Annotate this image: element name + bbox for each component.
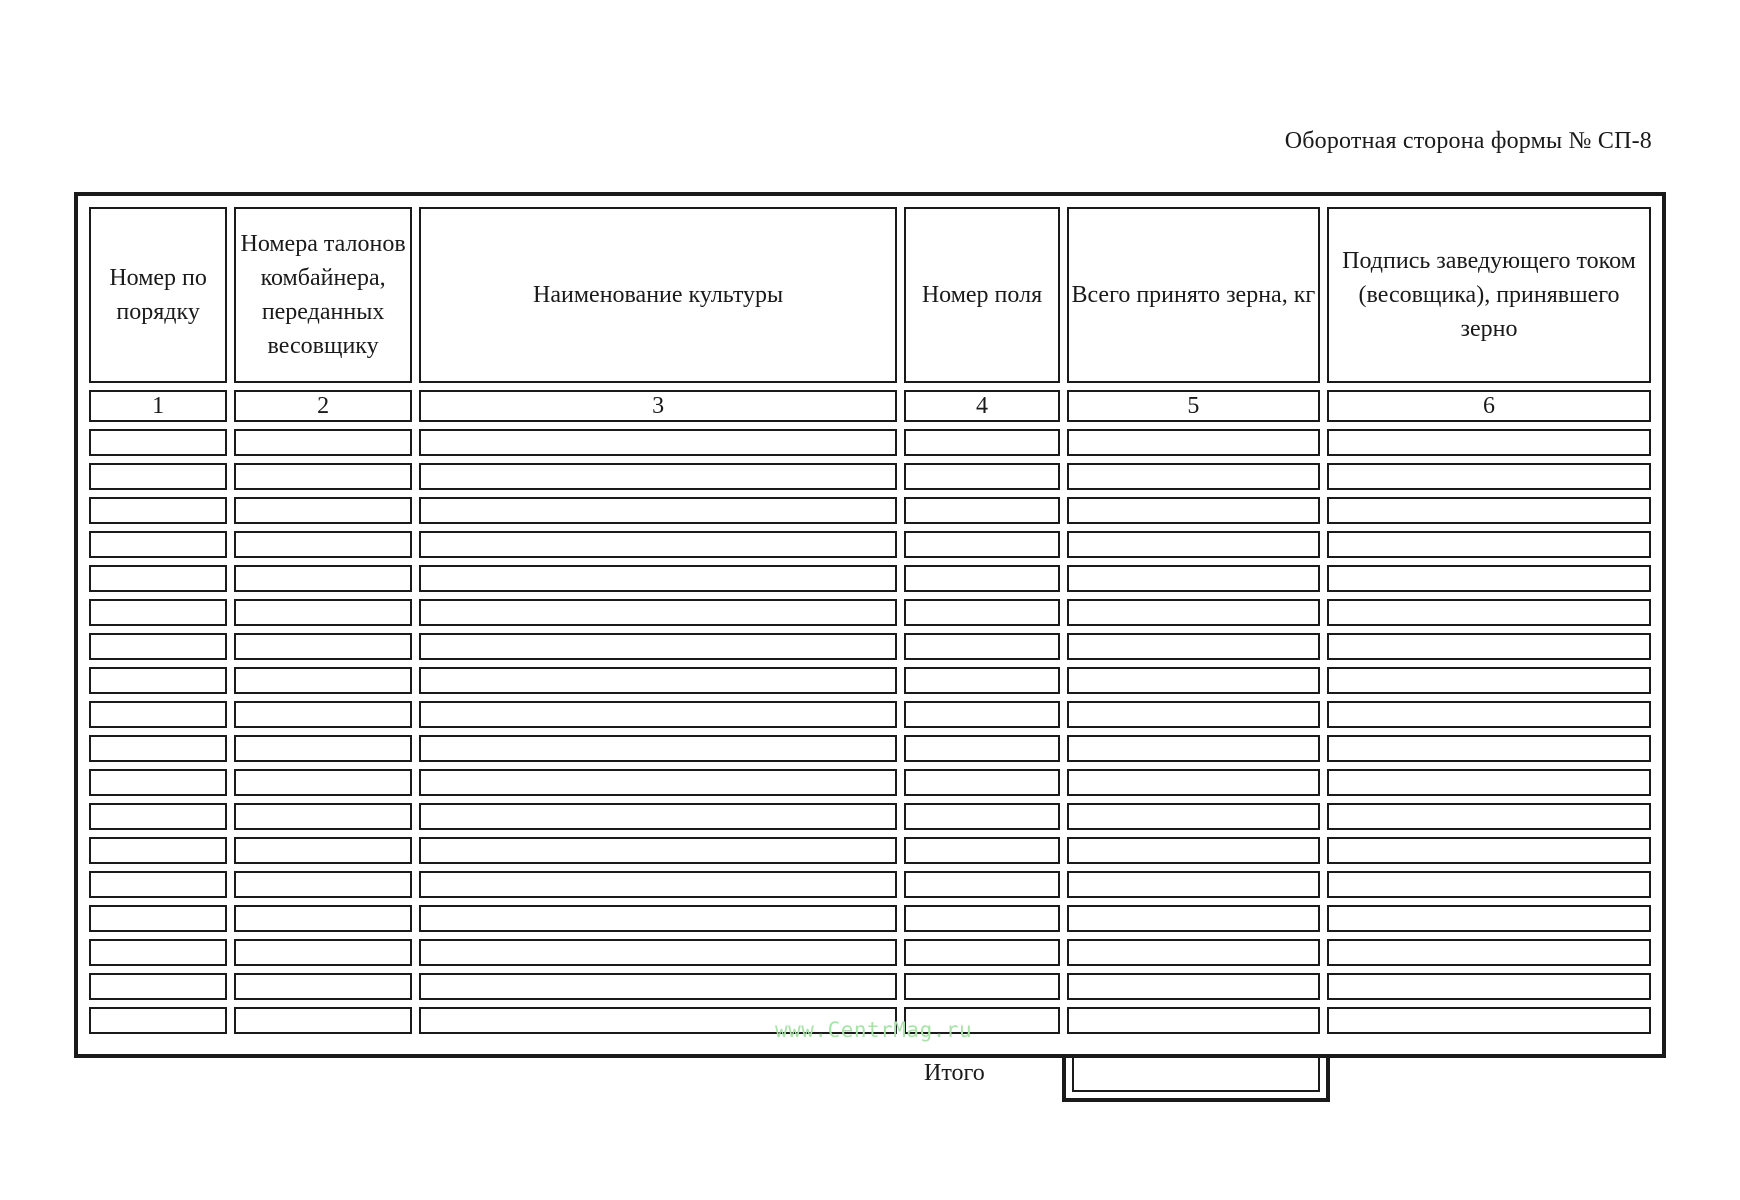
cell-field-number[interactable] [904,599,1059,626]
table-row [89,599,1651,626]
table-row [89,701,1651,728]
cell-row-number[interactable] [89,1007,227,1034]
table-body [89,429,1651,1034]
cell-signature[interactable] [1327,531,1651,558]
cell-grain-accepted[interactable] [1067,667,1320,694]
cell-ticket-numbers[interactable] [234,497,412,524]
cell-field-number[interactable] [904,531,1059,558]
cell-grain-accepted[interactable] [1067,463,1320,490]
table-row [89,871,1651,898]
cell-field-number[interactable] [904,463,1059,490]
cell-field-number[interactable] [904,905,1059,932]
cell-ticket-numbers[interactable] [234,429,412,456]
cell-field-number[interactable] [904,735,1059,762]
cell-crop-name[interactable] [419,531,897,558]
cell-field-number[interactable] [904,497,1059,524]
header-signature: Подпись заведующего током (весовщика), принявшего зерно [1327,207,1651,383]
cell-signature[interactable] [1327,803,1651,830]
table-row [89,769,1651,796]
cell-row-number[interactable] [89,463,227,490]
cell-signature[interactable] [1327,463,1651,490]
column-number-row [89,390,1651,422]
cell-row-number[interactable] [89,939,227,966]
cell-crop-name[interactable] [419,463,897,490]
cell-field-number[interactable] [904,803,1059,830]
table-row [89,497,1651,524]
cell-crop-name[interactable] [419,837,897,864]
cell-signature[interactable] [1327,973,1651,1000]
cell-grain-accepted[interactable] [1067,1007,1320,1034]
table-row [89,667,1651,694]
cell-row-number[interactable] [89,633,227,660]
cell-ticket-numbers[interactable] [234,871,412,898]
table-row [89,939,1651,966]
cell-grain-accepted[interactable] [1067,531,1320,558]
cell-row-number[interactable] [89,973,227,1000]
cell-row-number[interactable] [89,599,227,626]
cell-ticket-numbers[interactable] [234,1007,412,1034]
cell-row-number[interactable] [89,531,227,558]
column-number: 4 [904,390,1059,422]
cell-crop-name[interactable] [419,429,897,456]
cell-signature[interactable] [1327,497,1651,524]
cell-signature[interactable] [1327,735,1651,762]
cell-signature[interactable] [1327,565,1651,592]
cell-signature[interactable] [1327,939,1651,966]
column-number: 5 [1067,390,1320,422]
table-grid [82,200,1658,1041]
cell-grain-accepted[interactable] [1067,769,1320,796]
total-label: Итого [924,1060,985,1086]
table-row [89,565,1651,592]
header-field-number: Номер поля [904,207,1059,383]
cell-ticket-numbers[interactable] [234,803,412,830]
cell-crop-name[interactable] [419,599,897,626]
cell-row-number[interactable] [89,769,227,796]
column-number: 6 [1327,390,1651,422]
cell-signature[interactable] [1327,1007,1651,1034]
table-row [89,803,1651,830]
cell-ticket-numbers[interactable] [234,701,412,728]
cell-row-number[interactable] [89,837,227,864]
cell-grain-accepted[interactable] [1067,565,1320,592]
watermark: www.CentrMag.ru [775,1018,973,1042]
cell-ticket-numbers[interactable] [234,599,412,626]
cell-grain-accepted[interactable] [1067,735,1320,762]
header-row-number: Номер по порядку [89,207,227,383]
cell-ticket-numbers[interactable] [234,463,412,490]
cell-crop-name[interactable] [419,667,897,694]
cell-row-number[interactable] [89,871,227,898]
cell-field-number[interactable] [904,769,1059,796]
cell-field-number[interactable] [904,701,1059,728]
cell-signature[interactable] [1327,667,1651,694]
cell-row-number[interactable] [89,735,227,762]
table-row [89,463,1651,490]
cell-ticket-numbers[interactable] [234,633,412,660]
cell-field-number[interactable] [904,973,1059,1000]
cell-field-number[interactable] [904,939,1059,966]
form-caption: Оборотная сторона формы № СП-8 [1284,128,1652,154]
header-grain-accepted: Всего принято зерна, кг [1067,207,1320,383]
cell-crop-name[interactable] [419,905,897,932]
total-value-box[interactable] [1062,1054,1330,1102]
cell-row-number[interactable] [89,497,227,524]
table-row [89,531,1651,558]
cell-crop-name[interactable] [419,803,897,830]
cell-grain-accepted[interactable] [1067,701,1320,728]
table-row [89,633,1651,660]
cell-grain-accepted[interactable] [1067,429,1320,456]
cell-row-number[interactable] [89,429,227,456]
cell-field-number[interactable] [904,667,1059,694]
cell-signature[interactable] [1327,769,1651,796]
cell-crop-name[interactable] [419,871,897,898]
cell-grain-accepted[interactable] [1067,837,1320,864]
table-row [89,735,1651,762]
cell-ticket-numbers[interactable] [234,667,412,694]
cell-grain-accepted[interactable] [1067,599,1320,626]
cell-ticket-numbers[interactable] [234,769,412,796]
cell-crop-name[interactable] [419,939,897,966]
cell-row-number[interactable] [89,565,227,592]
cell-grain-accepted[interactable] [1067,633,1320,660]
cell-ticket-numbers[interactable] [234,531,412,558]
cell-ticket-numbers[interactable] [234,735,412,762]
cell-signature[interactable] [1327,633,1651,660]
cell-grain-accepted[interactable] [1067,803,1320,830]
cell-crop-name[interactable] [419,769,897,796]
cell-row-number[interactable] [89,905,227,932]
cell-crop-name[interactable] [419,701,897,728]
cell-crop-name[interactable] [419,633,897,660]
cell-grain-accepted[interactable] [1067,973,1320,1000]
cell-field-number[interactable] [904,633,1059,660]
column-number: 2 [234,390,412,422]
table-row [89,905,1651,932]
table-row [89,973,1651,1000]
cell-signature[interactable] [1327,701,1651,728]
cell-ticket-numbers[interactable] [234,973,412,1000]
cell-row-number[interactable] [89,803,227,830]
cell-signature[interactable] [1327,429,1651,456]
header-row [89,207,1651,383]
cell-grain-accepted[interactable] [1067,905,1320,932]
cell-ticket-numbers[interactable] [234,939,412,966]
total-value-cell[interactable] [1072,1058,1320,1092]
cell-signature[interactable] [1327,599,1651,626]
table-row [89,429,1651,456]
cell-signature[interactable] [1327,837,1651,864]
header-crop-name: Наименование культуры [419,207,897,383]
cell-row-number[interactable] [89,667,227,694]
cell-field-number[interactable] [904,871,1059,898]
cell-crop-name[interactable] [419,735,897,762]
cell-field-number[interactable] [904,565,1059,592]
column-number: 1 [89,390,227,422]
cell-signature[interactable] [1327,871,1651,898]
cell-field-number[interactable] [904,837,1059,864]
cell-ticket-numbers[interactable] [234,905,412,932]
grain-receipt-table [74,192,1666,1058]
cell-row-number[interactable] [89,701,227,728]
cell-crop-name[interactable] [419,973,897,1000]
cell-crop-name[interactable] [419,565,897,592]
cell-ticket-numbers[interactable] [234,565,412,592]
cell-signature[interactable] [1327,905,1651,932]
cell-field-number[interactable] [904,429,1059,456]
cell-grain-accepted[interactable] [1067,497,1320,524]
cell-ticket-numbers[interactable] [234,837,412,864]
table-row [89,837,1651,864]
cell-grain-accepted[interactable] [1067,871,1320,898]
cell-crop-name[interactable] [419,497,897,524]
cell-grain-accepted[interactable] [1067,939,1320,966]
header-ticket-numbers: Номера талонов комбайнера, переданных весовщику [234,207,412,383]
column-number: 3 [419,390,897,422]
